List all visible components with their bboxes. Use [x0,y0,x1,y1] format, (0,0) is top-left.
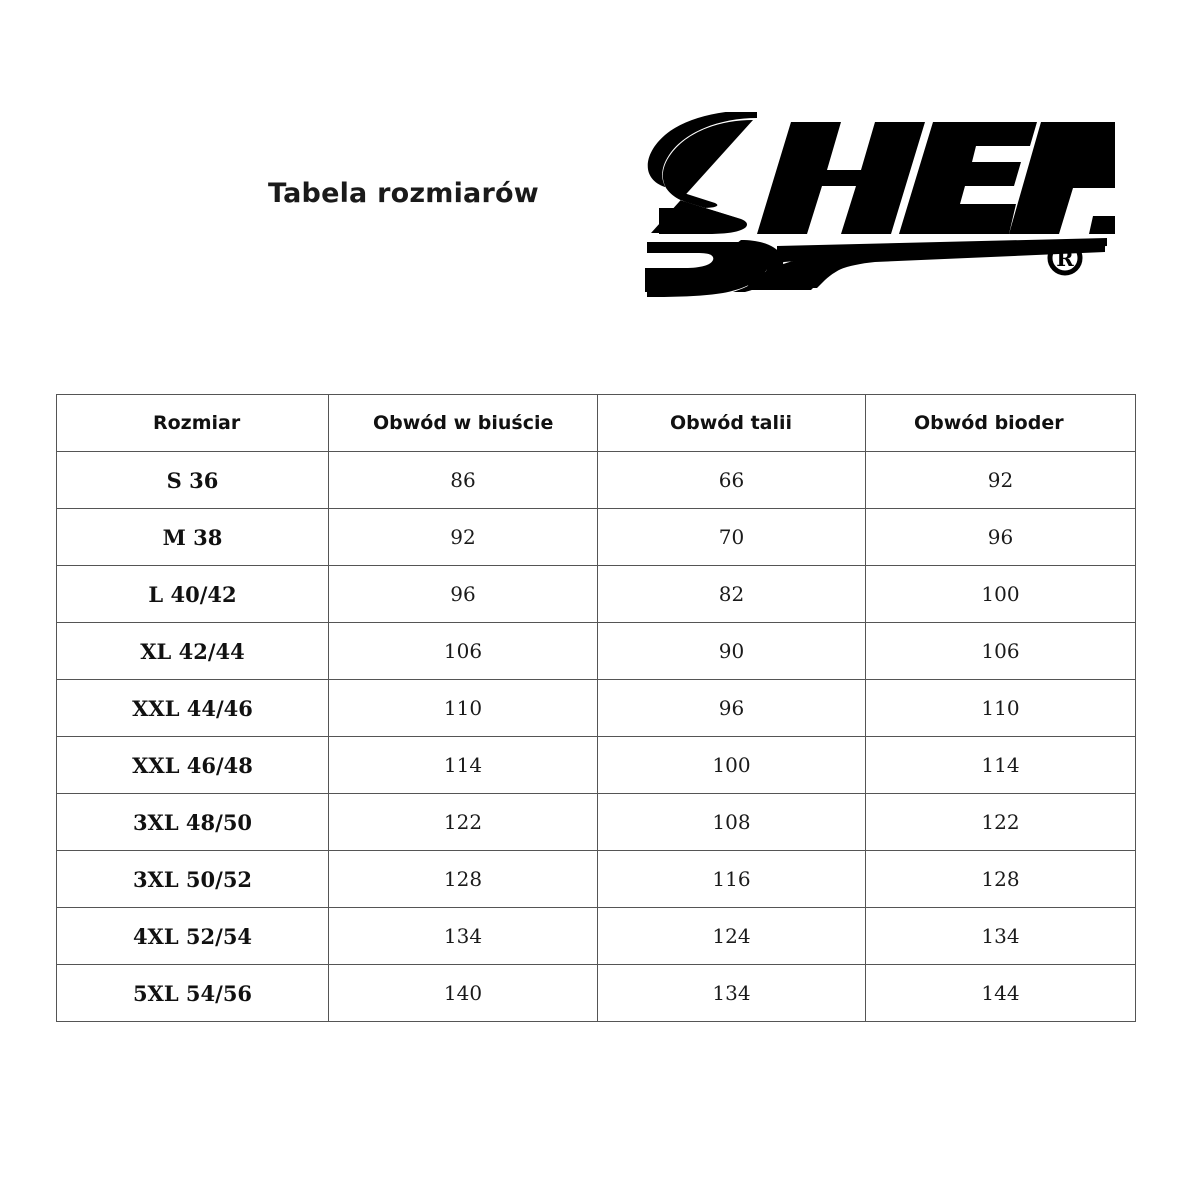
cell-hips: 128 [866,851,1136,908]
cell-size: XXL 44/46 [57,680,329,737]
cell-hips: 92 [866,452,1136,509]
cell-size: M 38 [57,509,329,566]
cell-size: 5XL 54/56 [57,965,329,1022]
shepa-logo [645,112,1115,302]
cell-bust: 140 [329,965,598,1022]
cell-bust: 86 [329,452,598,509]
cell-hips: 106 [866,623,1136,680]
cell-bust: 96 [329,566,598,623]
cell-waist: 100 [598,737,866,794]
cell-hips: 110 [866,680,1136,737]
column-header-size: Rozmiar [57,395,329,452]
cell-size: S 36 [57,452,329,509]
cell-hips: 100 [866,566,1136,623]
cell-hips: 134 [866,908,1136,965]
cell-bust: 114 [329,737,598,794]
table-row [57,566,1136,623]
table-row [57,509,1136,566]
cell-waist: 134 [598,965,866,1022]
cell-size: 3XL 48/50 [57,794,329,851]
table-row [57,623,1136,680]
table-row [57,851,1136,908]
cell-size: 3XL 50/52 [57,851,329,908]
page-title: Tabela rozmiarów [268,178,539,209]
table-row [57,965,1136,1022]
cell-bust: 122 [329,794,598,851]
cell-size: 4XL 52/54 [57,908,329,965]
cell-bust: 128 [329,851,598,908]
table-row [57,452,1136,509]
cell-waist: 70 [598,509,866,566]
column-header-hips: Obwód bioder [866,395,1136,452]
table-row [57,737,1136,794]
cell-bust: 110 [329,680,598,737]
cell-size: XL 42/44 [57,623,329,680]
cell-waist: 124 [598,908,866,965]
table-row [57,794,1136,851]
cell-waist: 108 [598,794,866,851]
cell-hips: 122 [866,794,1136,851]
table-header-row [57,395,1136,452]
size-table-container [56,394,1135,1022]
svg-text:R: R [1056,246,1074,271]
cell-waist: 66 [598,452,866,509]
table-row [57,908,1136,965]
cell-size: L 40/42 [57,566,329,623]
cell-hips: 144 [866,965,1136,1022]
size-table [56,394,1136,1022]
cell-bust: 92 [329,509,598,566]
column-header-bust: Obwód w biuście [329,395,598,452]
registered-mark-icon [1050,243,1080,273]
cell-waist: 116 [598,851,866,908]
cell-bust: 134 [329,908,598,965]
cell-size: XXL 46/48 [57,737,329,794]
cell-hips: 114 [866,737,1136,794]
cell-hips: 96 [866,509,1136,566]
cell-waist: 90 [598,623,866,680]
cell-waist: 96 [598,680,866,737]
column-header-waist: Obwód talii [598,395,866,452]
cell-waist: 82 [598,566,866,623]
cell-bust: 106 [329,623,598,680]
page-header [0,0,1200,380]
table-row [57,680,1136,737]
